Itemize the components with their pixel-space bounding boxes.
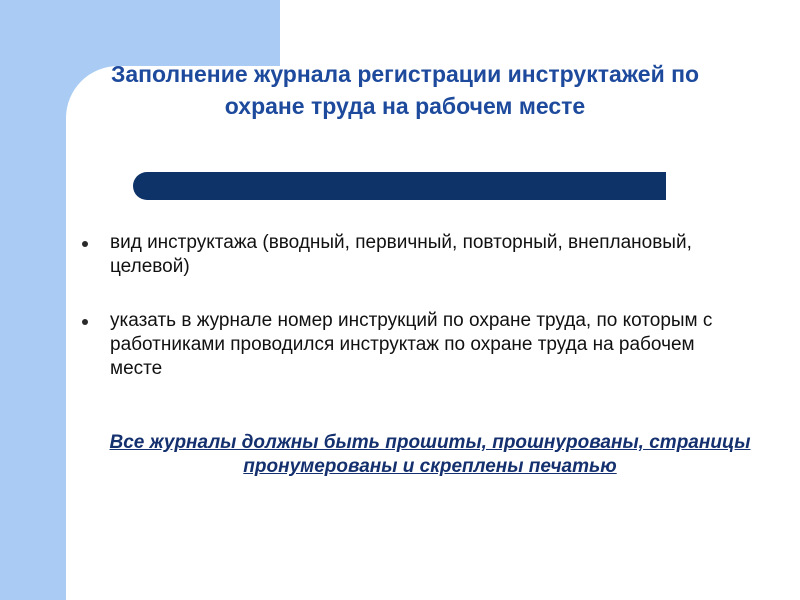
title-underline-bar	[133, 172, 666, 200]
bullet-text: вид инструктажа (вводный, первичный, повторный, внеплановый, целевой)	[110, 232, 692, 277]
slide-title: Заполнение журнала регистрации инструктажей по охране труда на рабочем месте	[110, 61, 700, 119]
emphasis-note: Все журналы должны быть прошиты, прошнурованы, страницы пронумерованы и скреплены печатью	[109, 432, 751, 477]
bullet-item	[80, 309, 720, 381]
bullet-dot-icon	[82, 241, 88, 247]
bullet-dot-icon	[82, 319, 88, 325]
bullet-item	[80, 231, 720, 279]
bullet-text: указать в журнале номер инструкций по охране труда, по которым с работниками проводился инструктаж по охране труда на рабочем месте	[110, 310, 713, 379]
bullet-list	[80, 231, 720, 381]
